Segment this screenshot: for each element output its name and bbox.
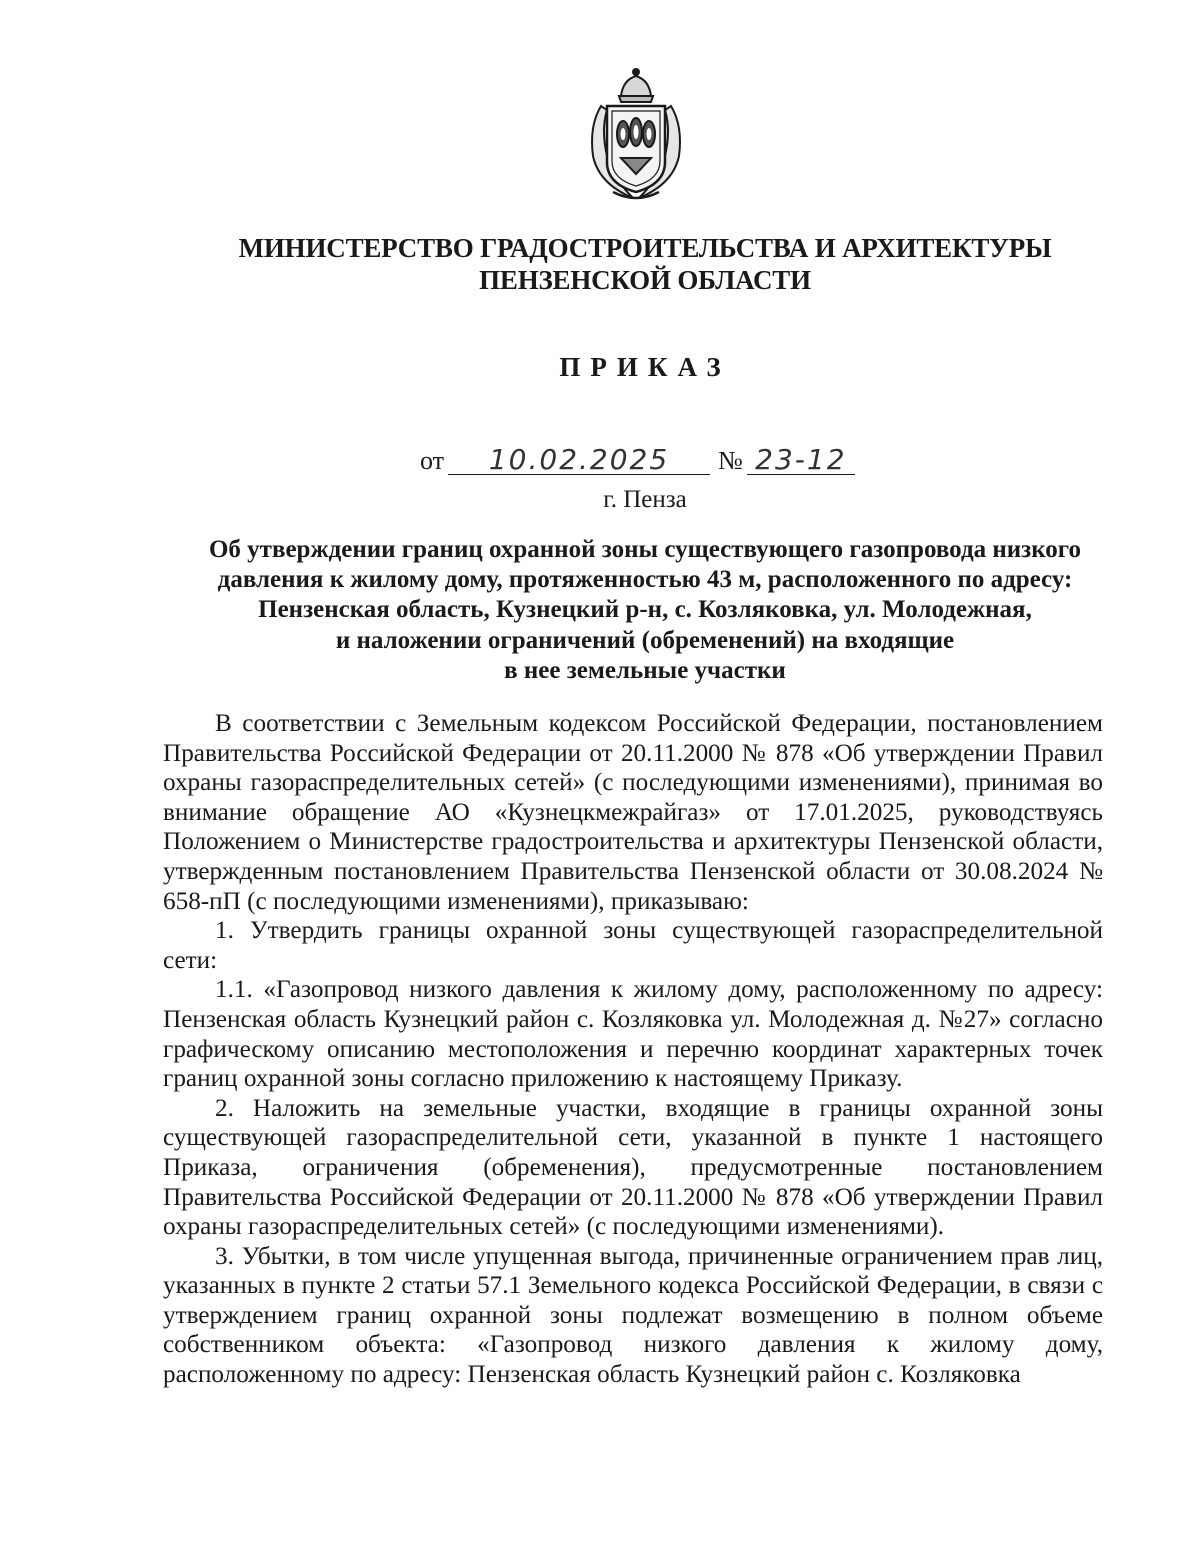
city-label: г. Пенза (603, 486, 687, 513)
ministry-name (150, 232, 1140, 296)
document-title (150, 535, 1140, 686)
handwritten-date: 10.02.2025 (448, 446, 710, 475)
body-paragraph-preamble: В соответствии с Земельным кодексом Российской Федерации, постановлением Правительства Российской Федерации от 20.11.2000 № 878 «Об утверждении Правил охраны газораспределительных сетей» (с последующими изменениями), принимая во внимание обращение АО «Кузнецкмежрайгаз» от 17.01.2025, руководствуясь Положением о Министерстве градостроительства и архитектуры Пензенской области, утвержденным постановлением Правительства Пензенской области от 30.08.2024 № 658-пП (с последующими изменениями), приказываю: (163, 710, 1103, 915)
title-line3: Пензенская область, Кузнецкий р-н, с. Козляковка, ул. Молодежная, (258, 596, 1032, 624)
body-paragraph-item-1: 1. Утвердить границы охранной зоны существующей газораспределительной сети: (163, 917, 1103, 974)
title-line4: и наложении ограничений (обременений) на входящие (335, 626, 955, 654)
ministry-name-line1: МИНИСТЕРСТВО ГРАДОСТРОИТЕЛЬСТВА И АРХИТЕКТУРЫ (238, 233, 1052, 263)
body-paragraph-item-1-1: 1.1. «Газопровод низкого давления к жилому дому, расположенному по адресу: Пензенская область Кузнецкий район с. Козляковка ул. Молодежная д. №27» согласно графическому описанию местоположения и перечню координат характерных точек границ охранной зоны согласно приложению к настоящему Приказу. (163, 976, 1103, 1093)
title-line5: в нее земельные участки (504, 656, 786, 684)
document-body (163, 709, 1103, 1390)
from-label: от (420, 446, 445, 475)
document-type-heading: ПРИКАЗ (559, 352, 731, 382)
date-number-line (420, 443, 855, 476)
ministry-name-line2: ПЕНЗЕНСКОЙ ОБЛАСТИ (479, 265, 811, 295)
number-label: № (718, 446, 743, 475)
handwritten-number: 23-12 (747, 446, 855, 475)
body-paragraph-item-2: 2. Наложить на земельные участки, входящие в границы охранной зоны существующей газораспределительной сети, указанной в пункте 1 настоящего Приказа, ограничения (обременения), предусмотренные постановлением Правительства Российской Федерации от 20.11.2000 № 878 «Об утверждении Правил охраны газораспределительных сетей» (с последующими изменениями). (163, 1094, 1103, 1241)
title-line2: давления к жилому дому, протяженностью 43 м, расположенного по адресу: (217, 566, 1073, 594)
coat-of-arms-icon (583, 66, 689, 206)
body-paragraph-item-3: 3. Убытки, в том числе упущенная выгода, причиненные ограничением прав лиц, указанных в пункте 2 статьи 57.1 Земельного кодекса Российской Федерации, в связи с утверждением границ охранной зоны подлежат возмещению в полном объеме собственником объекта: «Газопровод низкого давления к жилому дому, расположенному по адресу: Пензенская область Кузнецкий район с. Козляковка (163, 1242, 1103, 1389)
title-line1: Об утверждении границ охранной зоны существующего газопровода низкого (208, 536, 1082, 563)
